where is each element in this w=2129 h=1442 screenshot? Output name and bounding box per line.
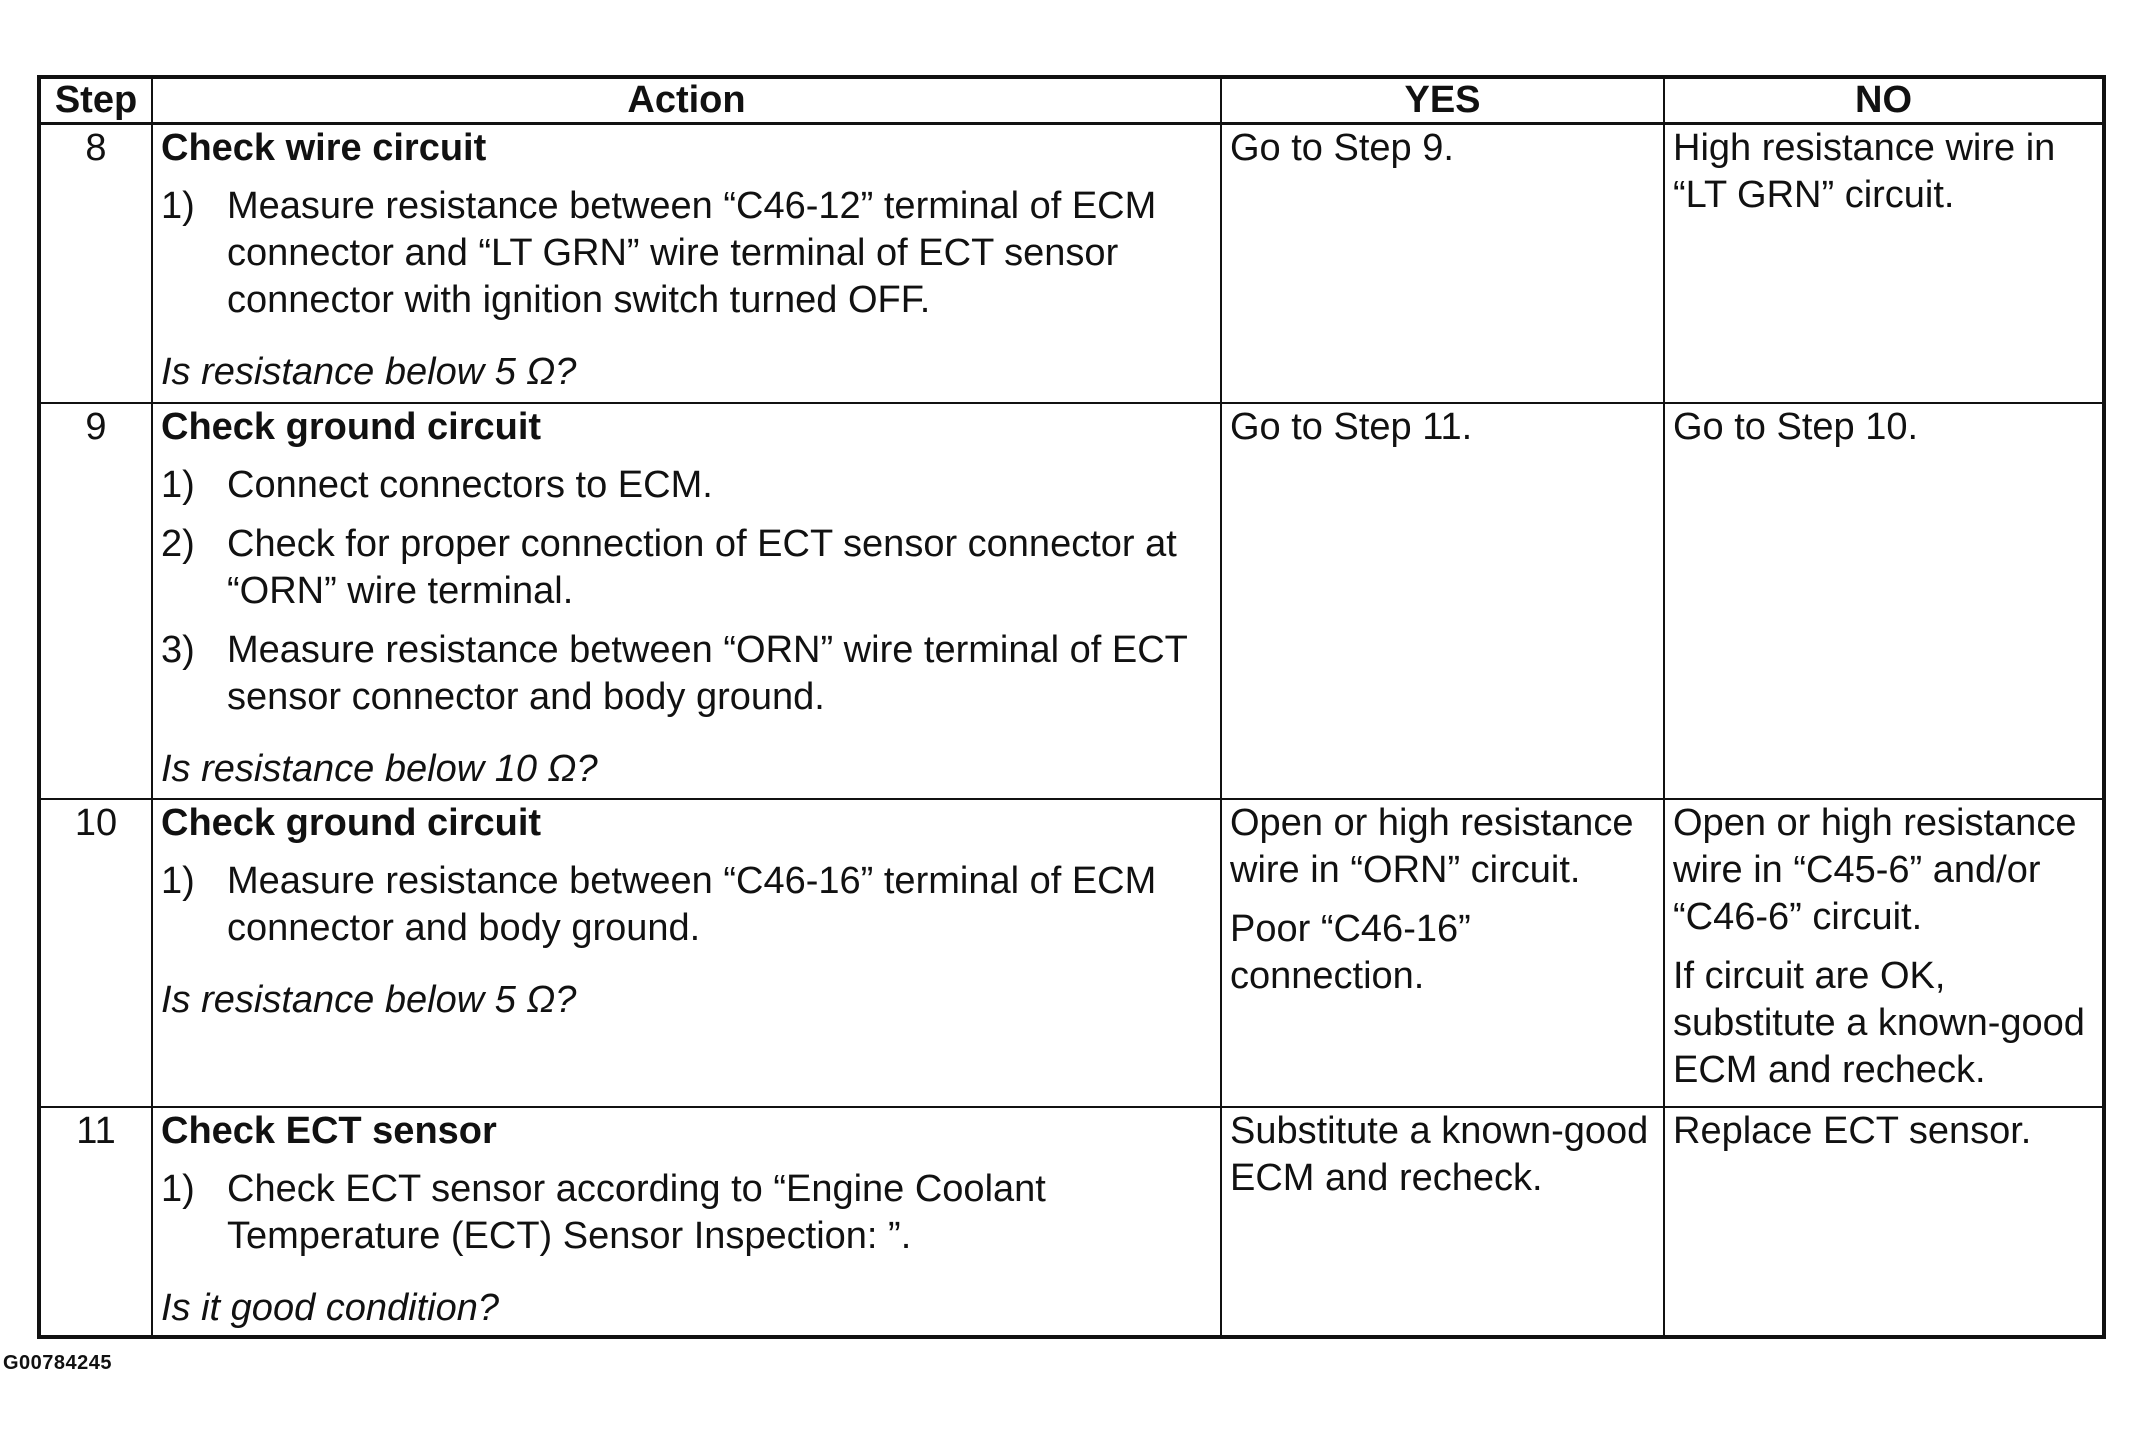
table-row: [39, 799, 2104, 1107]
list-item: [161, 462, 1212, 509]
list-item: [161, 1166, 1212, 1260]
item-number: 3): [161, 629, 195, 671]
step-number: 8: [39, 123, 152, 403]
header-step: Step: [39, 77, 152, 123]
header-action: Action: [152, 77, 1221, 123]
yes-text: Open or high resistance wire in “ORN” circuit.: [1230, 802, 1634, 891]
step-number: 11: [39, 1107, 152, 1337]
yes-cell: [1221, 123, 1664, 403]
list-item: [161, 858, 1212, 952]
diagnostic-table: [37, 75, 2106, 1339]
item-text: Measure resistance between “C46-16” terminal of ECM connector and body ground.: [227, 860, 1157, 949]
action-cell: [152, 1107, 1221, 1337]
action-cell: [152, 123, 1221, 403]
yes-cell: [1221, 799, 1664, 1107]
yes-cell: [1221, 1107, 1664, 1337]
no-text: Go to Step 10.: [1673, 406, 1919, 448]
action-question: Is it good condition?: [161, 1287, 500, 1329]
table-header-row: [39, 77, 2104, 123]
yes-cell: [1221, 403, 1664, 799]
no-cell: [1664, 799, 2104, 1107]
item-number: 2): [161, 523, 195, 565]
step-number: 9: [39, 403, 152, 799]
list-item: [161, 627, 1212, 721]
step-number: 10: [39, 799, 152, 1107]
table-row: [39, 403, 2104, 799]
yes-text: Substitute a known-good ECM and recheck.: [1230, 1110, 1649, 1199]
action-question: Is resistance below 10 Ω?: [161, 748, 598, 790]
item-number: 1): [161, 184, 195, 227]
action-question: Is resistance below 5 Ω?: [161, 979, 577, 1021]
list-item: [161, 521, 1212, 615]
no-text: Open or high resistance wire in “C45-6” and/or “C46-6” circuit.: [1673, 802, 2077, 938]
no-text: High resistance wire in “LT GRN” circuit.: [1673, 126, 2056, 216]
action-question: Is resistance below 5 Ω?: [161, 350, 577, 393]
item-text: Measure resistance between “C46-12” terminal of ECM connector and “LT GRN” wire terminal of ECT sensor connector with ignition switch turned OFF.: [227, 184, 1157, 321]
table-row: [39, 123, 2104, 403]
action-steps: [161, 858, 1212, 952]
action-title: Check ECT sensor: [161, 1110, 497, 1152]
action-cell: [152, 403, 1221, 799]
action-steps: [161, 183, 1212, 324]
no-cell: [1664, 123, 2104, 403]
action-title: Check ground circuit: [161, 406, 542, 448]
no-text: Replace ECT sensor.: [1673, 1110, 2032, 1152]
list-item: [161, 183, 1212, 324]
action-cell: [152, 799, 1221, 1107]
yes-text: Poor “C46-16” connection.: [1230, 908, 1471, 997]
table-row: [39, 1107, 2104, 1337]
item-number: 1): [161, 464, 195, 506]
figure-code: G00784245: [3, 1352, 113, 1374]
header-no: NO: [1664, 77, 2104, 123]
item-text: Check ECT sensor according to “Engine Coolant Temperature (ECT) Sensor Inspection: ”.: [227, 1168, 1046, 1257]
action-steps: [161, 1166, 1212, 1260]
yes-text: Go to Step 9.: [1230, 126, 1454, 169]
no-cell: [1664, 403, 2104, 799]
item-number: 1): [161, 860, 195, 902]
action-title: Check ground circuit: [161, 802, 542, 844]
no-cell: [1664, 1107, 2104, 1337]
item-number: 1): [161, 1168, 195, 1210]
item-text: Connect connectors to ECM.: [227, 464, 713, 506]
item-text: Check for proper connection of ECT sensor connector at “ORN” wire terminal.: [227, 523, 1177, 612]
header-yes: YES: [1221, 77, 1664, 123]
no-text: If circuit are OK, substitute a known-good ECM and recheck.: [1673, 955, 2085, 1091]
action-title: Check wire circuit: [161, 126, 487, 169]
item-text: Measure resistance between “ORN” wire terminal of ECT sensor connector and body ground.: [227, 629, 1188, 718]
yes-text: Go to Step 11.: [1230, 406, 1473, 448]
action-steps: [161, 462, 1212, 721]
